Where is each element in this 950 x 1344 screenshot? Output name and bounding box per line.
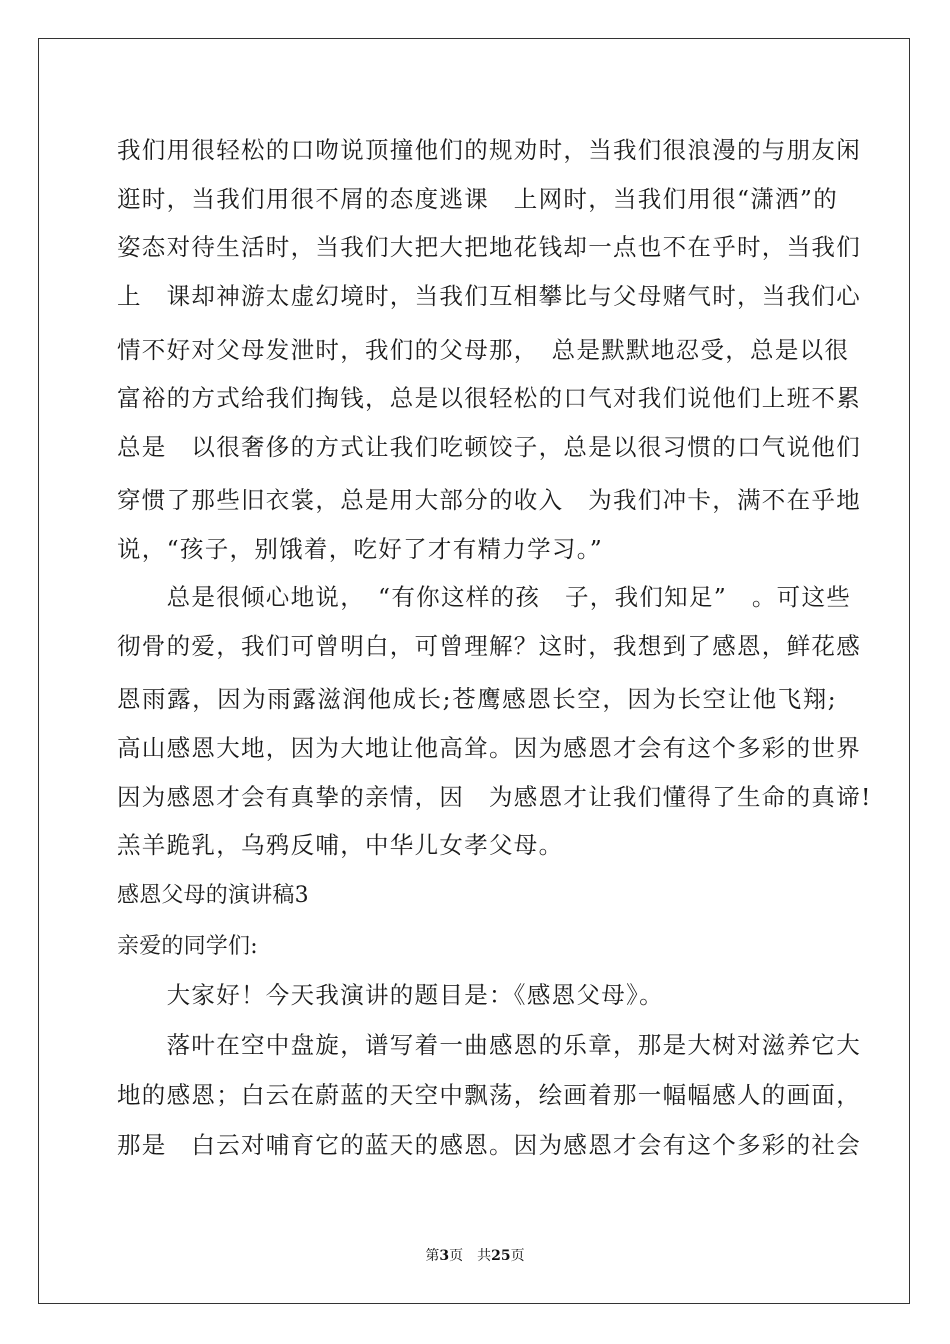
page-border <box>38 38 910 1304</box>
total-prefix: 共 <box>477 1248 492 1264</box>
text-line: 逛时，当我们用很不屑的态度逃课 上网时，当我们用很“潇洒”的 <box>117 185 839 213</box>
total-suffix: 页 <box>510 1248 525 1264</box>
text-line: 那是 白云对哺育它的蓝天的感恩。因为感恩才会有这个多彩的社会 <box>117 1131 861 1159</box>
text-line: 富裕的方式给我们掏钱，总是以很轻松的口气对我们说他们上班不累 <box>117 384 861 412</box>
page-number: 3 <box>439 1248 450 1264</box>
text-line: 总是 以很奢侈的方式让我们吃顿饺子，总是以很习惯的口气说他们 <box>117 433 861 461</box>
text-line: 落叶在空中盘旋，谱写着一曲感恩的乐章，那是大树对滋养它大 <box>117 1031 861 1059</box>
text-line: 高山感恩大地，因为大地让他高耸。因为感恩才会有这个多彩的世界 <box>117 734 861 762</box>
text-line: 说，“孩子，别饿着，吃好了才有精力学习。” <box>117 535 604 563</box>
text-line: 姿态对待生活时，当我们大把大把地花钱却一点也不在乎时，当我们 <box>117 233 861 261</box>
text-line: 我们用很轻松的口吻说顶撞他们的规劝时，当我们很浪漫的与朋友闲 <box>117 136 861 164</box>
page-suffix: 页 <box>449 1248 464 1264</box>
text-line: 彻骨的爱，我们可曾明白，可曾理解？这时，我想到了感恩，鲜花感 <box>117 632 861 660</box>
salutation: 亲爱的同学们: <box>117 934 258 959</box>
text-line: 上 课却神游太虚幻境时，当我们互相攀比与父母赌气时，当我们心 <box>117 282 861 310</box>
total-pages: 25 <box>491 1248 511 1264</box>
text-line: 情不好对父母发泄时，我们的父母那， 总是默默地忍受，总是以很 <box>117 336 850 364</box>
text-line: 恩雨露，因为雨露滋润他成长;苍鹰感恩长空，因为长空让他飞翔; <box>117 685 837 713</box>
page-prefix: 第 <box>425 1248 440 1264</box>
text-line: 大家好！今天我演讲的题目是：《感恩父母》。 <box>117 981 664 1009</box>
text-line: 因为感恩才会有真挚的亲情，因 为感恩才让我们懂得了生命的真谛! <box>117 783 872 811</box>
text-line: 羔羊跪乳，乌鸦反哺，中华儿女孝父母。 <box>117 831 564 859</box>
page-footer <box>0 1247 950 1265</box>
text-line: 总是很倾心地说， “有你这样的孩 子，我们知足” 。可这些 <box>117 583 852 611</box>
text-line: 地的感恩；白云在蔚蓝的天空中飘荡，绘画着那一幅幅感人的画面， <box>117 1081 861 1109</box>
text-line: 穿惯了那些旧衣裳，总是用大部分的收入 为我们冲卡，满不在乎地 <box>117 486 861 514</box>
section-heading: 感恩父母的演讲稿3 <box>117 883 309 908</box>
